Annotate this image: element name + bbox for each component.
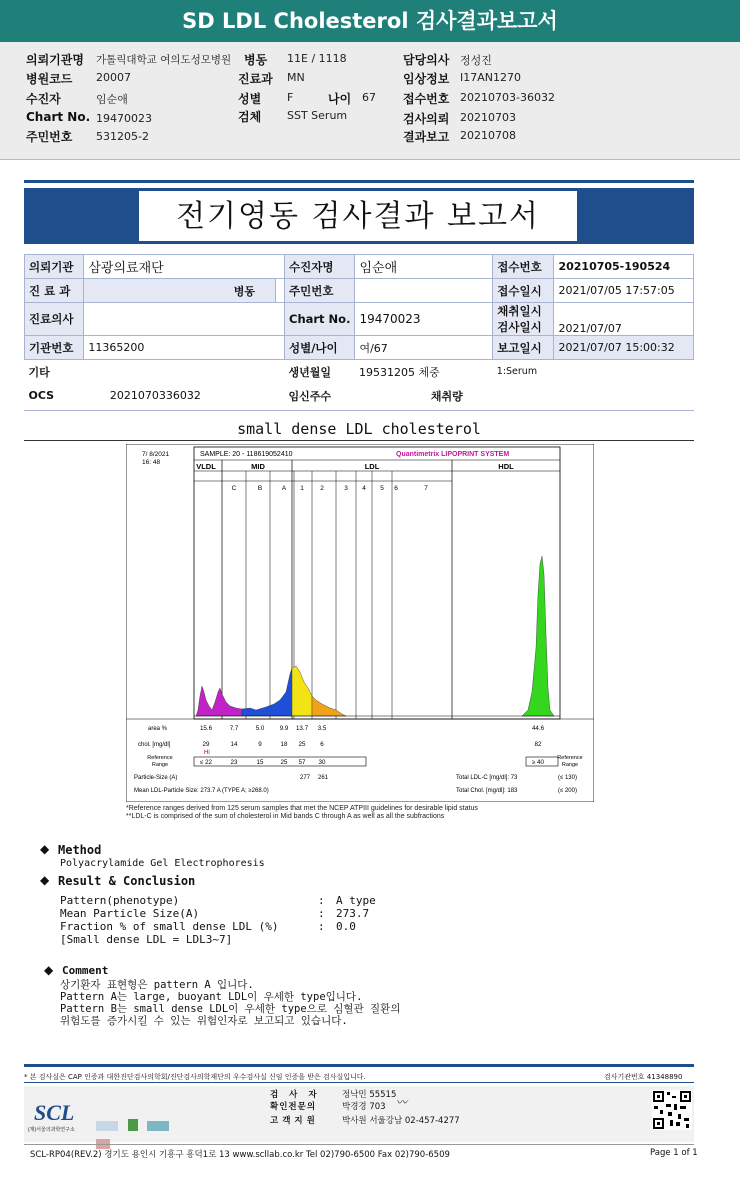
label: 접수일시: [493, 279, 554, 303]
note: **LDL-C is comprised of the sum of cholesterol in Mid bands C through A as well as all the subfractions: [126, 813, 445, 820]
divider: [24, 410, 694, 411]
band-label: 1: [300, 485, 304, 492]
top-rule: [24, 180, 694, 183]
chol-value: 14: [230, 741, 238, 748]
comment-line: Pattern A는 large, buoyant LDL이 우세한 type입니다.: [60, 991, 363, 1003]
result-key: [Small dense LDL = LDL3~7]: [60, 933, 233, 946]
label: 성별: [238, 92, 262, 106]
patient-info-table: [24, 254, 694, 408]
chol-value: 29: [202, 741, 210, 748]
method-heading: Method: [58, 843, 102, 857]
group-label: LDL: [364, 462, 380, 471]
label: 고객지원: [270, 1116, 319, 1126]
qr-code-icon: [652, 1090, 692, 1130]
band-label: A: [281, 485, 287, 492]
chol-value: 6: [320, 741, 324, 748]
comment-line: 위험도를 증가시킬 수 있는 위험인자로 보고되고 있습니다.: [60, 1015, 348, 1027]
svg-text:Range: Range: [151, 762, 169, 768]
value: 임순애: [96, 93, 128, 106]
label: 의뢰기관명: [26, 53, 84, 67]
band-label: 5: [380, 485, 384, 492]
group-label: HDL: [498, 462, 514, 471]
value: 2021/07/07: [554, 303, 694, 336]
band-label: 6: [394, 485, 398, 492]
table-row: [25, 255, 694, 279]
divider: [24, 1082, 694, 1083]
value: 19531205 체중: [358, 365, 440, 379]
ref-label-left: Reference: [147, 755, 173, 761]
label: 생년월일: [285, 360, 355, 384]
note: *Reference ranges derived from 125 serum samples that met the NCEP ATPIII guidelines for desirable lipid status: [126, 805, 478, 812]
result-key: Fraction % of small dense LDL (%): [60, 920, 279, 933]
diamond-icon: ◆: [40, 842, 50, 856]
value: 11E / 1118: [287, 52, 347, 65]
hi-flag: Hi: [204, 750, 210, 756]
result-key: Pattern(phenotype): [60, 894, 180, 907]
chart-date: 7/ 8/2021: [142, 451, 170, 458]
result-key: Mean Particle Size(A): [60, 907, 200, 920]
label: 진 료 과: [25, 279, 84, 303]
value: 20007: [96, 71, 131, 84]
ref-value: ≤ 22: [200, 759, 212, 766]
chol-label: chol. [mg/dl]: [138, 742, 171, 748]
value: 1:Serum: [496, 366, 538, 378]
label: 임상정보: [403, 72, 450, 86]
label: 접수번호: [403, 92, 450, 106]
logo-sub: (재)서울의과학연구소: [28, 1127, 75, 1133]
svg-text:Range: Range: [561, 762, 579, 768]
label: 결과보고: [403, 130, 450, 144]
value: 2021/07/07 15:00:32: [554, 336, 694, 360]
label: 보고일시: [493, 336, 554, 360]
label: 검사의뢰: [403, 112, 450, 126]
value: 20210703: [460, 111, 516, 124]
document-title: SD LDL Cholesterol 검사결과보고서: [0, 0, 740, 42]
result-value: 273.7: [336, 907, 370, 920]
electrophoresis-chart: [126, 444, 594, 802]
value: 2021/07/05 17:57:05: [554, 279, 694, 303]
value: SST Serum: [287, 109, 348, 122]
label: 검체: [238, 110, 262, 124]
label: 채취일시 검사일시: [493, 303, 554, 336]
value: 11365200: [84, 336, 285, 360]
ref-value: 57: [298, 759, 306, 766]
table-row: [25, 303, 694, 336]
value: 2021070336032: [109, 389, 201, 402]
method-value: Polyacrylamide Gel Electrophoresis: [60, 858, 265, 869]
area-value: 3.5: [317, 725, 327, 732]
label: 주민번호: [26, 130, 73, 144]
divider: [24, 440, 694, 441]
label: 담당의사: [403, 53, 450, 67]
value: [84, 360, 285, 384]
area-value: 5.0: [255, 725, 265, 732]
label: Chart No.: [285, 303, 355, 336]
page-number: Page 1 of 1: [650, 1148, 698, 1158]
ref-value: 25: [280, 759, 288, 766]
total-ldl-ref: (≤ 130): [558, 775, 577, 781]
chart-time: 16: 48: [142, 459, 161, 466]
value: 정낙민 55515: [342, 1090, 397, 1100]
band-label: 3: [344, 485, 348, 492]
diamond-icon: ◆: [44, 963, 54, 977]
ref-value: 23: [230, 759, 238, 766]
band-label: B: [257, 485, 263, 492]
particle-label: Particle-Size (A): [134, 775, 178, 781]
group-label: MID: [251, 462, 265, 471]
area-value: 9.9: [279, 725, 289, 732]
value: 20210708: [460, 129, 516, 142]
band-label: 2: [320, 485, 324, 492]
diamond-icon: ◆: [40, 873, 50, 887]
ref-value: 15: [256, 759, 264, 766]
area-value: 7.7: [229, 725, 239, 732]
doc-info: SCL-RP04(REV.2) 경기도 용인시 기흥구 흥덕1로 13 www.scllab.co.kr Tel 02)790-6500 Fax 02)790-6509: [30, 1150, 450, 1160]
group-label: VLDL: [196, 462, 216, 471]
label: 병원코드: [26, 72, 73, 86]
band-label: C: [231, 485, 237, 492]
value: [84, 303, 285, 336]
value: 정성진: [460, 54, 492, 67]
label: 병동: [244, 53, 268, 67]
total-ldl: Total LDL-C [mg/dl]: 73: [456, 775, 518, 781]
value: 531205-2: [96, 130, 149, 143]
label: 기관번호: [25, 336, 84, 360]
value: 19470023: [355, 303, 493, 336]
mean-size: Mean LDL-Particle Size: 273.7 A (TYPE A; ≥268.0): [134, 788, 269, 794]
table-row: [25, 360, 694, 384]
comment-line: 상기환자 표현형은 pattern A 입니다.: [60, 979, 254, 991]
label: 수진자: [26, 92, 61, 106]
report-title: 전기영동 검사결과 보고서: [138, 190, 578, 242]
table-row: [25, 336, 694, 360]
result-value: A type: [336, 894, 376, 907]
chol-value: 18: [280, 741, 288, 748]
result-value: 0.0: [336, 920, 356, 933]
signature: 〰: [396, 1097, 407, 1109]
value: 19470023: [96, 112, 152, 125]
ref-value: 30: [318, 759, 326, 766]
value: 박경경 703: [342, 1102, 386, 1112]
divider: [24, 1144, 694, 1145]
comment-heading: Comment: [62, 964, 109, 977]
table-row: [25, 279, 694, 303]
label: 접수번호: [493, 255, 554, 279]
chol-value: 25: [298, 741, 306, 748]
area-value: 44.6: [531, 725, 545, 732]
label: 진료의사: [25, 303, 84, 336]
chol-value: 82: [534, 741, 542, 748]
area-label: area %: [148, 726, 168, 732]
comment-line: Pattern B는 small dense LDL이 우세한 type으로 심혈관 질환의: [60, 1003, 401, 1015]
value: 박사원 서울강남 02-457-4277: [342, 1116, 460, 1126]
label: 나이: [328, 92, 352, 106]
chol-value: 9: [258, 741, 262, 748]
value: I17AN1270: [460, 71, 521, 84]
accreditation-logos: [96, 1118, 186, 1132]
label: 성별/나이: [285, 336, 355, 360]
particle-value: 261: [318, 775, 329, 781]
value: [355, 279, 493, 303]
ref-value: ≥ 40: [532, 759, 544, 766]
value: 삼광의료재단: [84, 255, 285, 279]
value: 임순애: [355, 255, 493, 279]
band-label: 4: [362, 485, 366, 492]
table-row: [25, 384, 694, 408]
total-chol: Total Chol. [mg/dl]: 183: [456, 788, 518, 794]
scl-logo: SCL: [34, 1100, 75, 1125]
particle-value: 277: [300, 775, 311, 781]
chart-border: [126, 444, 594, 802]
value: 채취량: [430, 389, 463, 403]
label: OCS: [25, 384, 84, 408]
label: 임신주수: [285, 384, 355, 408]
sample-label: SAMPLE: 20 - 118619052410: [200, 451, 293, 458]
label: 의뢰기관: [25, 255, 84, 279]
value: F: [287, 91, 294, 104]
label: Chart No.: [26, 110, 91, 124]
label: 기타: [25, 360, 84, 384]
label: 확인전문의: [270, 1102, 317, 1112]
value: 여/67: [355, 336, 493, 360]
value: 20210705-190524: [554, 255, 694, 279]
area-value: 13.7: [295, 725, 309, 732]
cert-text: * 본 검사실은 CAP 인증과 대한진단검사의학회/진단검사의학재단의 우수검사실 신임 인증을 받은 검사실입니다.: [24, 1073, 366, 1081]
ref-label-right: Reference: [557, 755, 583, 761]
area-value: 15.6: [199, 725, 213, 732]
label: 검 사 자: [270, 1090, 321, 1100]
value: MN: [287, 71, 305, 84]
brand-label: Quantimetrix LIPOPRINT SYSTEM: [396, 451, 510, 458]
chart-title: small dense LDL cholesterol: [237, 420, 481, 438]
value: 67: [362, 91, 376, 104]
value: 병동: [84, 279, 276, 303]
label: 수진자명: [285, 255, 355, 279]
value: 가톨릭대학교 여의도성모병원: [96, 54, 232, 66]
value: 20210703-36032: [460, 91, 555, 104]
label: 진료과: [238, 72, 273, 86]
lab-number: 검사기관번호 41348890: [604, 1073, 683, 1081]
result-heading: Result & Conclusion: [58, 874, 196, 888]
total-chol-ref: (≤ 200): [558, 788, 577, 794]
label: 주민번호: [285, 279, 355, 303]
footer-rule: [24, 1064, 694, 1067]
band-label: 7: [424, 485, 428, 492]
